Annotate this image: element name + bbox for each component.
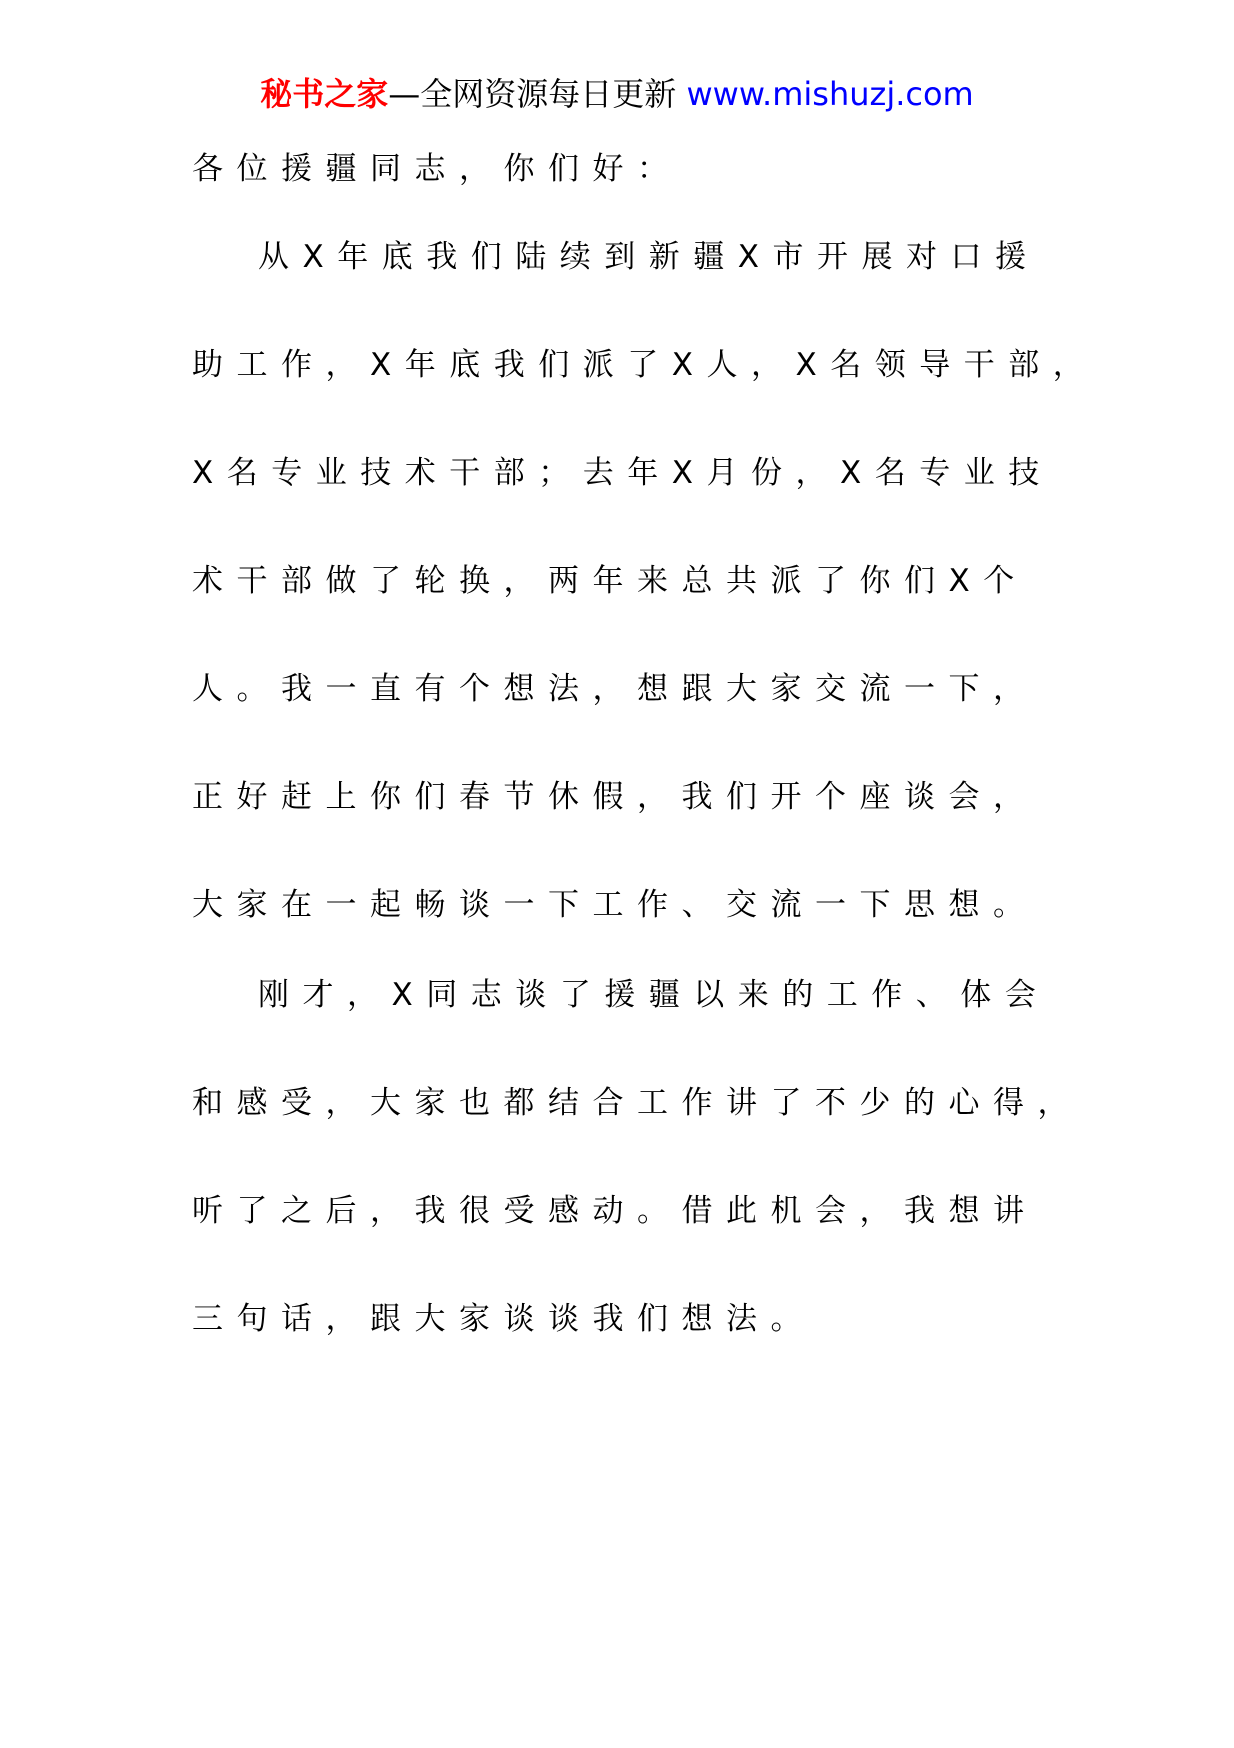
paragraph-1-line-6: 正好赶上你们春节休假，我们开个座谈会， [192,779,1038,815]
site-brand: 秘书之家 [260,75,389,113]
paragraph-1-line-2: 助工作，X年底我们派了X人，X名领导干部， [192,347,1098,383]
greeting-line: 各位援疆同志，你们好： [192,151,682,187]
site-slogan: —全网资源每日更新 [388,75,687,113]
site-header [0,72,1234,116]
paragraph-1-line-5: 人。我一直有个想法，想跟大家交流一下， [192,671,1038,707]
paragraph-1-line-7: 大家在一起畅谈一下工作、交流一下思想。 [192,887,1038,923]
paragraph-1-line-1: 从X年底我们陆续到新疆X市开展对口援 [258,239,1040,275]
paragraph-2-line-1: 刚才，X同志谈了援疆以来的工作、体会 [258,977,1050,1013]
paragraph-2-line-3: 听了之后，我很受感动。借此机会，我想讲 [192,1193,1038,1229]
site-url-link[interactable]: www.mishuzj.com [686,75,974,113]
paragraph-1-line-4: 术干部做了轮换，两年来总共派了你们X个 [192,563,1028,599]
paragraph-1-line-3: X名专业技术干部；去年X月份，X名专业技 [192,455,1053,491]
paragraph-2-line-2: 和感受，大家也都结合工作讲了不少的心得， [192,1085,1082,1121]
paragraph-2-line-4: 三句话，跟大家谈谈我们想法。 [192,1301,815,1337]
